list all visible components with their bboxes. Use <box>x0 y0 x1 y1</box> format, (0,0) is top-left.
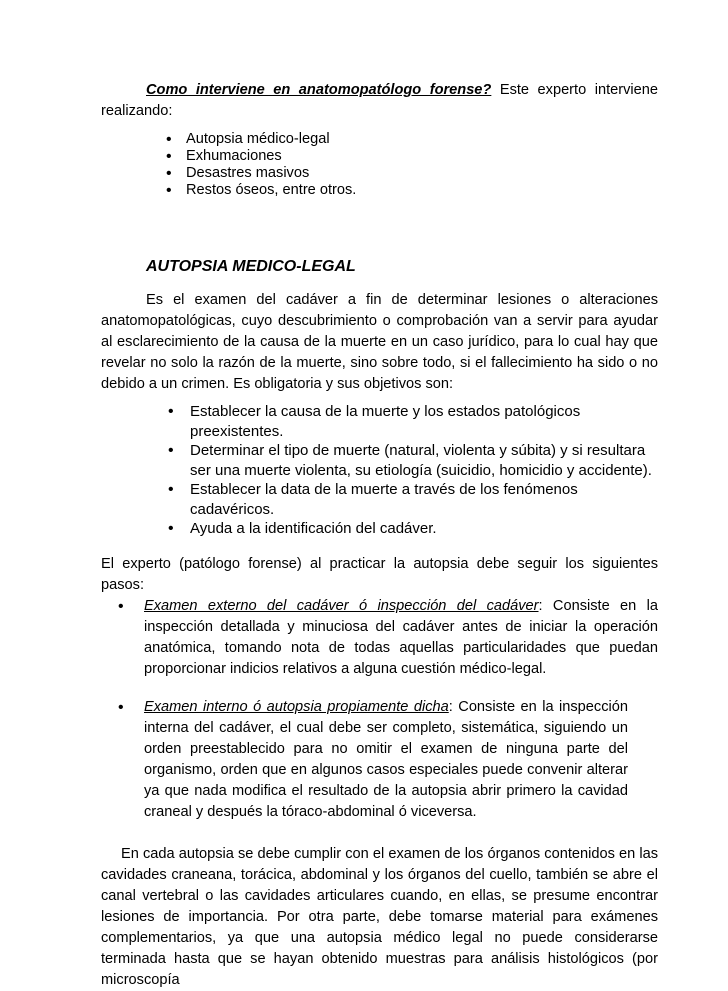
intervention-list <box>166 131 658 199</box>
definition-paragraph: Es el examen del cadáver a fin de determinar lesiones o alteraciones anatomopatológicas, cuyo descubrimiento o comprobación van a servir para ayudar al esclarecimiento de la causa de la muerte en un caso jurídico, para lo cual hay que revelar no solo la razón de la muerte, sino sobre todo, si el fallecimiento ha sido o no debido a un crimen. Es obligatoria y sus objetivos son: <box>101 292 658 392</box>
document-page <box>101 80 658 991</box>
bullet-icon: • <box>168 442 174 459</box>
closing-paragraph: En cada autopsia se debe cumplir con el examen de los órganos contenidos en las cavidades craneana, torácica, abdominal y los órganos del cuello, también se abre el canal vertebral o las cavidades articulares cuando, en ellas, se presume encontrar lesiones de importancia. Por otra parte, debe tomarse material para exámenes complementarios, ya que una autopsia médico legal no puede considerarse terminada hasta que se hayan obtenido muestras para análisis histológicos (por microscopía <box>101 845 658 988</box>
step-title: Examen interno ó autopsia propiamente dicha <box>144 698 449 715</box>
bullet-icon: • <box>118 597 124 615</box>
intro-paragraph <box>101 80 658 122</box>
list-item: • Establecer la causa de la muerte y los estados patológicos preexistentes. <box>168 403 581 440</box>
list-item: • Autopsia médico-legal <box>166 131 330 148</box>
list-item: • Establecer la data de la muerte a través de los fenómenos cadavéricos. <box>168 481 578 518</box>
steps-intro: El experto (patólogo forense) al practicar la autopsia debe seguir los siguientes pasos: <box>101 555 658 593</box>
objectives-list <box>168 402 658 539</box>
step-text: : Consiste en la inspección detallada y minuciosa del cadáver antes de iniciar la operación anatómica, tomando nota de todas aquellas particularidades que puedan proporcionar indicios relativos a alguna cuestión médico-legal. <box>144 597 658 677</box>
bullet-icon: • <box>168 403 174 420</box>
section-heading: AUTOPSIA MEDICO-LEGAL <box>146 258 356 275</box>
intro-text: Este experto interviene realizando: <box>101 82 658 119</box>
bullet-icon: • <box>168 520 174 537</box>
list-item: • Restos óseos, entre otros. <box>166 182 357 199</box>
list-item: • Desastres masivos <box>166 165 310 182</box>
step-text: : Consiste en la inspección interna del cadáver, el cual debe ser completo, sistemática, siguiendo un orden preestablecido para no omitir el examen de ninguna parte del organismo, orden que en algunos casos especiales puede convenir alterar ya que nada modifica el resultado de la autopsia abrir primero la cavidad craneal y después la tóraco-abdominal ó viceversa. <box>144 698 628 820</box>
question-text: Como interviene en anatomopatólogo forense? <box>146 82 492 98</box>
bullet-icon: • <box>168 481 174 498</box>
bullet-icon: • <box>166 182 172 199</box>
list-item: • Exhumaciones <box>166 148 282 165</box>
list-item: • Determinar el tipo de muerte (natural, violenta y súbita) y si resultara ser una muerte violenta, su etiología (suicidio, homicidio y accidente). <box>168 442 652 479</box>
bullet-icon: • <box>166 148 172 165</box>
bullet-icon: • <box>118 698 124 716</box>
list-item: • Ayuda a la identificación del cadáver. <box>168 520 437 537</box>
step-title: Examen externo del cadáver ó inspección del cadáver <box>144 597 539 614</box>
list-item <box>118 697 628 823</box>
bullet-icon: • <box>166 131 172 148</box>
steps-list <box>118 596 658 823</box>
bullet-icon: • <box>166 165 172 182</box>
list-item <box>118 596 658 680</box>
